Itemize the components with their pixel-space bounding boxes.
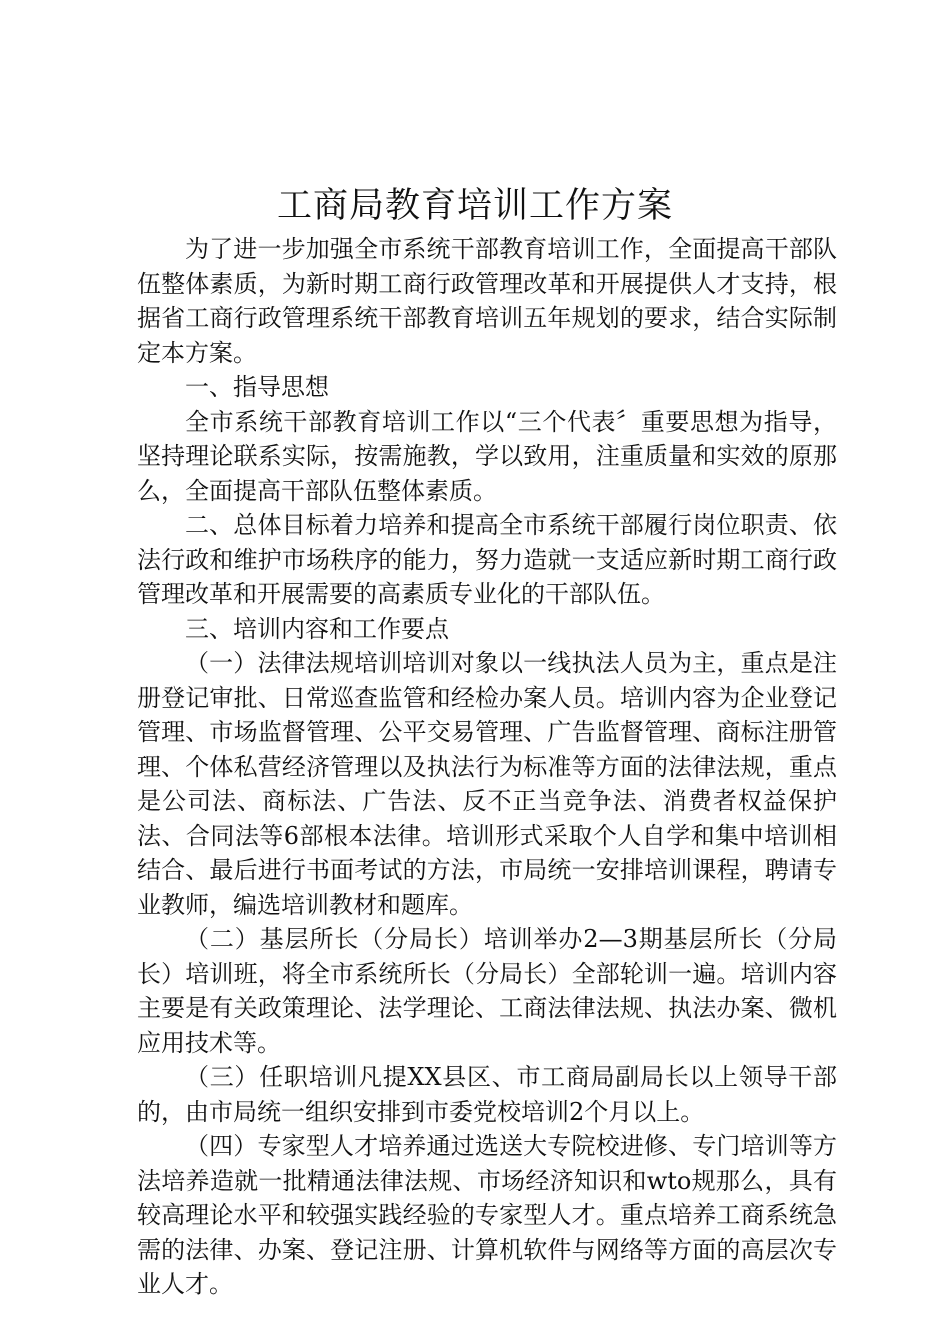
paragraph-guiding-thought: 全市系统干部教育培训工作以“三个代表〞重要思想为指导，坚持理论联系实际，按需施教，学以致用，注重质量和实效的原那么，全面提高干部队伍整体素质。 xyxy=(137,407,837,505)
paragraph-expert-talent: （四）专家型人才培养通过选送大专院校进修、专门培训等方法培养造就一批精通法律法规、市场经济知识和wto规那么，具有较高理论水平和较强实践经验的专家型人才。重点培养工商系统急需的法律、办案、登记注册、计算机软件与网络等方面的高层次专业人才。 xyxy=(137,1132,837,1298)
section-heading-training-content: 三、培训内容和工作要点 xyxy=(185,614,449,643)
paragraph-director-training: （二）基层所长（分局长）培训举办2—3期基层所长（分局长）培训班，将全市系统所长（分局长）全部轮训一遍。培训内容主要是有关政策理论、法学理论、工商法律法规、执法办案、微机应用技术等。 xyxy=(137,925,837,1057)
document-body xyxy=(137,232,837,1302)
document-title: 工商局教育培训工作方案 xyxy=(276,186,673,226)
paragraph-overall-goal: 二、总体目标着力培养和提高全市系统干部履行岗位职责、依法行政和维护市场秩序的能力，努力造就一支适应新时期工商行政管理改革和开展需要的高素质专业化的干部队伍。 xyxy=(137,511,837,608)
paragraph-intro: 为了进一步加强全市系统干部教育培训工作，全面提高干部队伍整体素质，为新时期工商行政管理改革和开展提供人才支持，根据省工商行政管理系统干部教育培训五年规划的要求，结合实际制定本方案。 xyxy=(137,235,837,367)
paragraph-appointment-training: （三）任职培训凡提XX县区、市工商局副局长以上领导干部的，由市局统一组织安排到市委党校培训2个月以上。 xyxy=(137,1063,837,1126)
paragraph-law-training: （一）法律法规培训培训对象以一线执法人员为主，重点是注册登记审批、日常巡查监管和经检办案人员。培训内容为企业登记管理、市场监督管理、公平交易管理、广告监督管理、商标注册管理、个体私营经济管理以及执法行为标准等方面的法律法规，重点是公司法、商标法、广告法、反不正当竞争法、消费者权益保护法、合同法等6部根本法律。培训形式采取个人自学和集中培训相结合、最后进行书面考试的方法，市局统一安排培训课程，聘请专业教师，编选培训教材和题库。 xyxy=(137,649,837,919)
section-heading-guiding-thought: 一、指导思想 xyxy=(185,373,329,401)
